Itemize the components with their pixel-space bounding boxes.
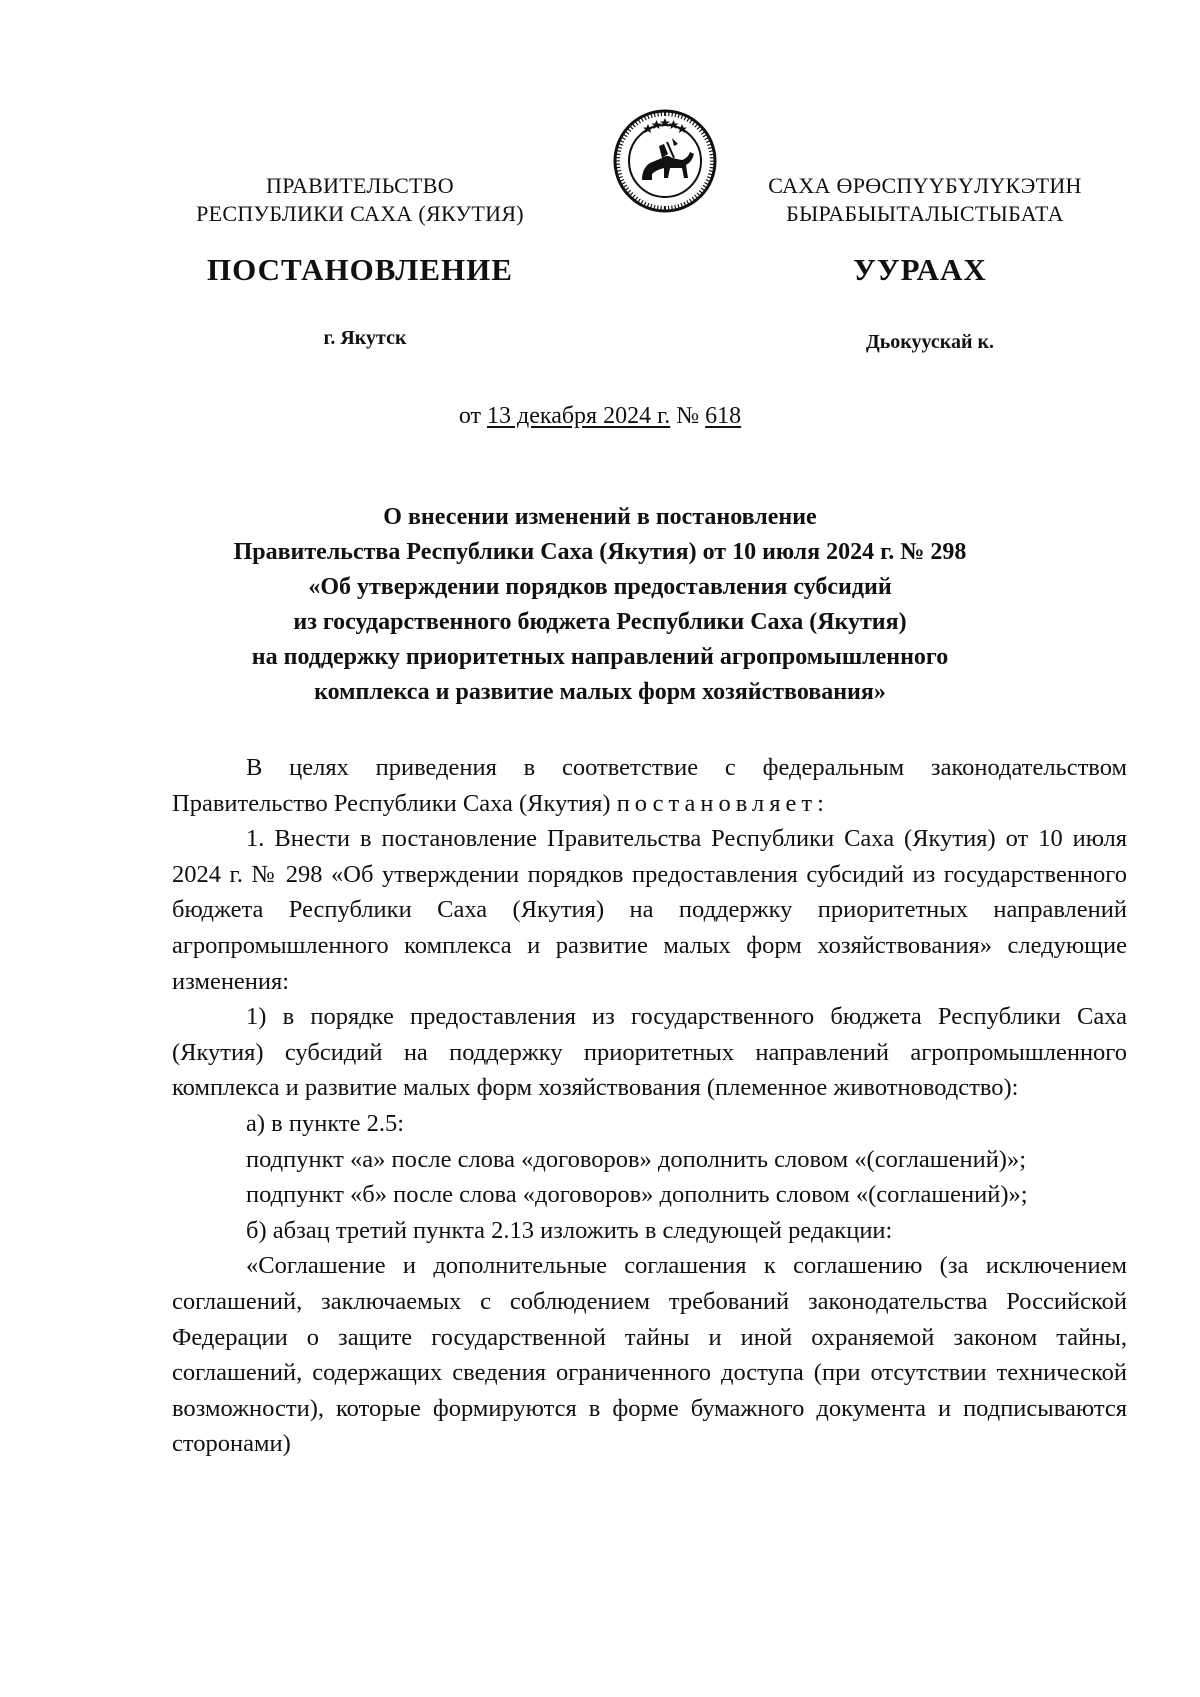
subject-line: комплекса и развитие малых форм хозяйствования» [314, 679, 886, 705]
header-right-line-2: БЫРАБЫЫТАЛЫСТЫБАТА [786, 201, 1064, 226]
subject-line: из государственного бюджета Республики Саха (Якутия) [293, 609, 907, 635]
body-paragraph-quoted-text: «Соглашение и дополнительные соглашения к соглашению (за исключением соглашений, заключаемых с соблюдением требований законодательства Российской Федерации о защите государственной тайны и иной охраняемой законом тайны, соглашений, содержащих сведения ограниченного доступа (при отсутствии технической возможности), которые формируются в форме бумажного документа и подписываются сторонами) [172, 1252, 1127, 1458]
city-russian: г. Якутск [323, 327, 407, 349]
city-sakha: Дьокуускай к. [865, 331, 995, 353]
government-header-russian [160, 172, 560, 228]
body-paragraph-subclause-b: подпункт «б» после слова «договоров» дополнить словом «(соглашений)»; [246, 1181, 1028, 1209]
document-date: 13 декабря 2024 г. [487, 403, 671, 429]
document-date-number [0, 403, 1200, 430]
body-paragraph-subclause-a: подпункт «а» после слова «договоров» дополнить словом «(соглашений)»; [246, 1145, 1027, 1173]
document-type-sakha: УУРААХ [853, 252, 987, 287]
date-prefix: от [458, 403, 482, 429]
number-sign: № [676, 403, 700, 429]
subject-line: на поддержку приоритетных направлений агропромышленного [251, 644, 949, 670]
body-paragraph-clause-b: б) абзац третий пункта 2.13 изложить в следующей редакции: [246, 1216, 893, 1244]
subject-line: Правительства Республики Саха (Якутия) от 10 июля 2024 г. № 298 [233, 539, 967, 565]
body-paragraph-item-1: 1. Внести в постановление Правительства Республики Саха (Якутия) от 10 июля 2024 г. № 298 «Об утверждении порядков предоставления субсидий из государственного бюджета Республики Саха (Якутия) на поддержку приоритетных направлений агропромышленного комплекса и развитие малых форм хозяйствования» следующие изменения: [172, 825, 1127, 995]
subject-line: О внесении изменений в постановление [383, 504, 817, 530]
document-number: 618 [705, 403, 742, 429]
body-paragraph-subitem-1: 1) в порядке предоставления из государственного бюджета Республики Саха (Якутия) субсидий на поддержку приоритетных направлений агропромышленного комплекса и развитие малых форм хозяйствования (племенное животноводство): [172, 1003, 1127, 1102]
body-paragraph-preamble [172, 750, 1127, 821]
subject-line: «Об утверждении порядков предоставления субсидий [308, 574, 892, 600]
preamble-text: В целях приведения в соответствие с федеральным законодательством Правительство Республики Саха (Якутия) [172, 754, 1127, 817]
body-paragraph-clause-a: а) в пункте 2.5: [246, 1109, 405, 1137]
document-body [172, 750, 1127, 1462]
republic-sakha-emblem-icon [612, 108, 718, 214]
preamble-resolves-word: постановляет: [616, 789, 829, 817]
header-right-line-1: САХА ӨРӨСПҮҮБҮЛҮКЭТИН [768, 173, 1082, 198]
header-left-line-2: РЕСПУБЛИКИ САХА (ЯКУТИЯ) [196, 201, 524, 226]
header-left-line-1: ПРАВИТЕЛЬСТВО [266, 173, 454, 198]
document-subject [150, 500, 1050, 710]
document-type-russian: ПОСТАНОВЛЕНИЕ [207, 252, 513, 287]
government-header-sakha [725, 172, 1125, 228]
